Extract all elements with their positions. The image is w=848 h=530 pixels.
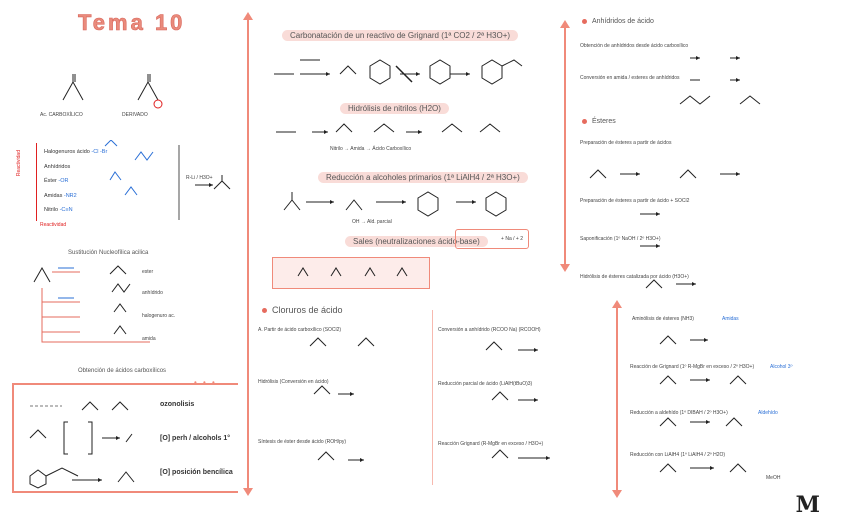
- cl-item-1: A. Partir de ácido carboxílico (SOCl2): [258, 327, 342, 333]
- cl-item-3: Síntesis de éster desde ácido (ROH/py): [258, 439, 347, 445]
- side-label-reactivity: Reactividad: [16, 150, 22, 177]
- row-amides: Amidas: [44, 192, 63, 199]
- amide-structures: [630, 322, 810, 492]
- salts-example-box: [272, 257, 430, 289]
- carboxylic-acid-structures: [38, 72, 188, 132]
- legend-methanol: MeOH: [766, 475, 781, 481]
- cl-item-6: Reacción Grignard (R-MgBr en exceso / H3O+): [438, 441, 544, 447]
- reduction-note: OH → Ald. parcial: [352, 219, 392, 225]
- cl-item-4: Conversión a anhídrido (RCOO Na) (RCOOH): [438, 327, 541, 333]
- anhydride-title: [582, 18, 654, 25]
- obt-dots: • • •: [194, 378, 217, 387]
- anhydride-structures: [660, 40, 780, 112]
- amide-item-2: Reacción de Grignard (1º R-MgBr en exceso / 2º H3O+): [630, 364, 755, 370]
- page-title: Tema 10: [78, 10, 186, 35]
- brand-logo: M: [795, 492, 820, 518]
- hydrolysis-title: Hidrólisis de nitrilos (H2O): [340, 103, 449, 114]
- row-nitrile: Nitrilo: [44, 207, 59, 213]
- sust-anhydride: anhídrido: [142, 290, 163, 296]
- acid-chlorides-title-text: Cloruros de ácido: [272, 305, 343, 315]
- salts-example-structures: [273, 258, 428, 288]
- row-halides: Halogenuros ácido: [44, 149, 90, 155]
- obt-box-left: [12, 383, 14, 493]
- reduction-scheme: [276, 188, 526, 218]
- reagents-label: R-Li / H3O+: [186, 175, 213, 181]
- chlorides-divider: [432, 310, 433, 485]
- ketone-product: [212, 175, 232, 193]
- group-amides: -NR2: [63, 192, 77, 199]
- divider-line-1: [247, 18, 249, 490]
- divider-arrow-down-3: [612, 490, 622, 498]
- legend-aldehyde: Aldehído: [758, 410, 778, 416]
- group-nitrile: -C≡N: [59, 207, 73, 213]
- ester-item-2: Preparación de ésteres a partir de ácido + SOCl2: [580, 198, 690, 204]
- sust-halide: halogenuro ac.: [142, 313, 176, 319]
- divider-arrow-down-2: [560, 264, 570, 272]
- sust-ester: ester: [142, 269, 154, 275]
- chlorides-right-structures: [438, 334, 598, 474]
- acid-label: Ac. CARBOXÍLICO: [40, 112, 83, 118]
- salts-box: [455, 229, 529, 249]
- cl-item-2: Hidrólisis (Conversión en ácido): [258, 379, 329, 385]
- sustitution-scheme: [30, 262, 180, 357]
- legend-amides: Amidas: [722, 316, 739, 322]
- sust-title: Sustitución Nucleofílica acilica: [68, 250, 149, 256]
- sust-amide: amida: [142, 336, 156, 342]
- obt-structures: [22, 392, 142, 492]
- anh-item-1: Obtención de anhídridos desde ácido carboxílico: [580, 43, 689, 49]
- anh-item-2: Conversión en amida / esteres de anhídridos: [580, 75, 680, 81]
- hydrolysis-caption: Nitrilo → Amida → Ácido Carboxílico: [330, 146, 412, 152]
- ester-item-4: Hidrólisis de ésteres catalizada por ácido (H3O+): [580, 274, 689, 280]
- divider-line-2: [564, 26, 566, 266]
- amide-item-3: Reducción a aldehído (1º DIBAH / 2º H3O+): [630, 410, 728, 416]
- reactivity-structures: [95, 140, 225, 225]
- amide-item-4: Reducción con LiAlH4 (1º LiAlH4 / 2º H2O): [630, 452, 726, 458]
- divider-arrow-down-1: [243, 488, 253, 496]
- hydrolysis-scheme: [272, 120, 512, 144]
- reduction-title: Reducción a alcoholes primarios (1ª LiAlH4 / 2ª H3O+): [318, 172, 528, 183]
- ester-item-1: Preparación de ésteres a partir de ácidos: [580, 140, 672, 146]
- cl-item-5: Reducción parcial de ácido (LiAlH(tBuO)3): [438, 381, 533, 387]
- grignard-scheme: [270, 52, 530, 92]
- ester-item-3: Saponificación (1º NaOH / 2º H3O+): [580, 236, 661, 242]
- reactivity-axis: [36, 143, 37, 221]
- group-ester: -OR: [58, 178, 69, 184]
- amide-item-1: Aminólisis de ésteres (NH3): [632, 316, 694, 322]
- group-halides: -Cl -Br: [91, 149, 108, 155]
- chlorides-left-structures: [258, 334, 428, 474]
- derivative-label: DERIVADO: [122, 112, 148, 118]
- obt-alcohols: [O] perh / alcohols 1°: [160, 435, 231, 442]
- obt-benzylic: [O] posición bencílica: [160, 469, 233, 476]
- legend-alcohol: Alcohol 3º: [770, 364, 793, 370]
- acid-chlorides-title: [262, 305, 343, 315]
- row-ester: Éster: [44, 178, 57, 184]
- obt-ozonolysis: ozonolisis: [160, 401, 195, 408]
- grignard-title: Carbonatación de un reactivo de Grignard (1ª CO2 / 2ª H3O+): [282, 30, 518, 41]
- side-label-bottom: Reactividad: [40, 222, 67, 228]
- salts-title: Sales (neutralizaciones ácido-base): [345, 236, 488, 247]
- ester-title: [582, 118, 616, 125]
- divider-line-3: [616, 306, 618, 492]
- ester-structures: [580, 148, 770, 298]
- row-anhydrides: Anhídridos: [44, 163, 71, 170]
- ester-title-text: Ésteres: [592, 118, 616, 125]
- salts-note: + Na / + 2: [501, 236, 523, 242]
- anhydride-title-text: Anhídridos de ácido: [592, 18, 654, 25]
- obt-title: Obtención de ácidos carboxílicos: [78, 368, 167, 374]
